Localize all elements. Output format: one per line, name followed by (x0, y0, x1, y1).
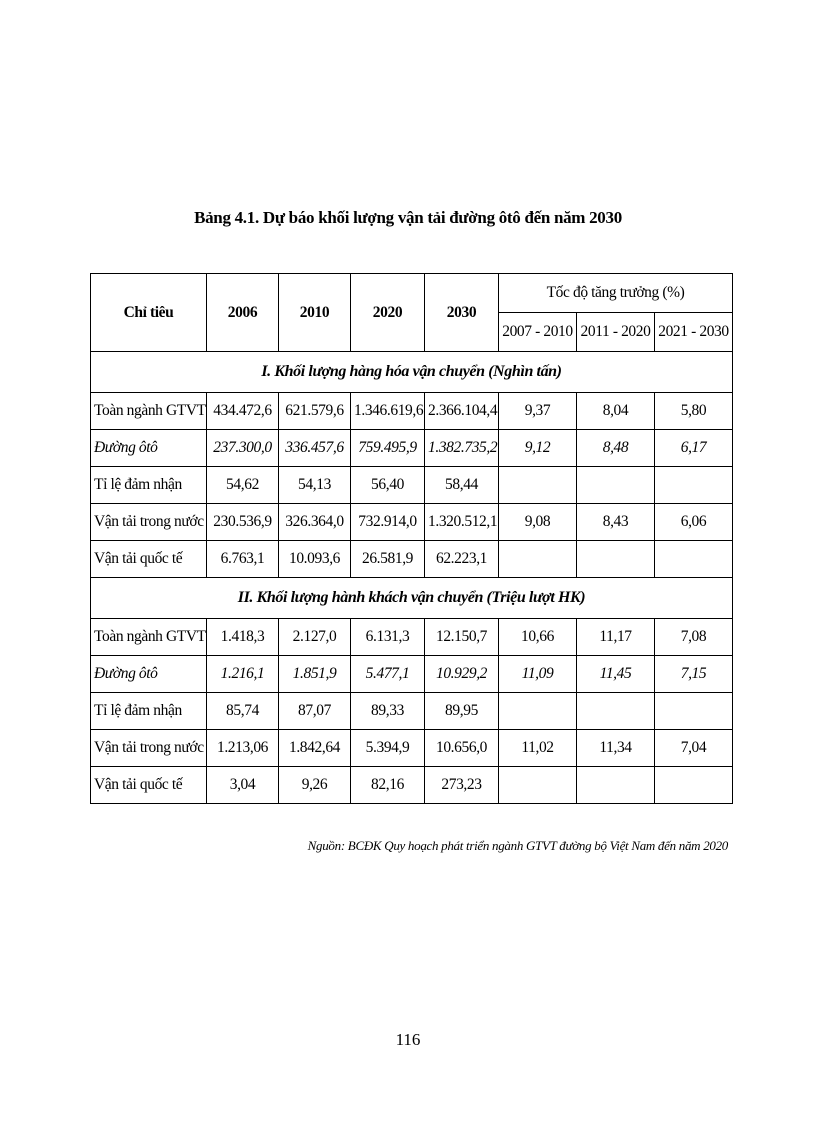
cell: 11,45 (577, 656, 655, 693)
cell: 8,48 (577, 430, 655, 467)
row-label: Vận tải trong nước (91, 730, 207, 767)
cell: 1.842,64 (279, 730, 351, 767)
cell: 87,07 (279, 693, 351, 730)
cell (655, 541, 733, 578)
row-label: Toàn ngành GTVT (91, 619, 207, 656)
cell: 336.457,6 (279, 430, 351, 467)
row-label: Tỉ lệ đảm nhận (91, 693, 207, 730)
header-year-2010: 2010 (279, 274, 351, 352)
cell: 10,66 (499, 619, 577, 656)
table-row (91, 541, 733, 578)
table-row (91, 619, 733, 656)
cell (577, 541, 655, 578)
cell (655, 467, 733, 504)
row-label: Toàn ngành GTVT (91, 393, 207, 430)
cell: 326.364,0 (279, 504, 351, 541)
cell: 89,33 (351, 693, 425, 730)
cell: 5,80 (655, 393, 733, 430)
source-note: Nguồn: BCĐK Quy hoạch phát triển ngành GTVT đường bộ Việt Nam đến năm 2020 (307, 838, 728, 853)
table-row (91, 693, 733, 730)
cell: 11,17 (577, 619, 655, 656)
cell: 10.656,0 (425, 730, 499, 767)
section-2-title: II. Khối lượng hành khách vận chuyển (Triệu lượt HK) (91, 578, 733, 619)
cell: 621.579,6 (279, 393, 351, 430)
cell: 62.223,1 (425, 541, 499, 578)
header-year-2030: 2030 (425, 274, 499, 352)
cell: 6.763,1 (207, 541, 279, 578)
cell (499, 541, 577, 578)
cell: 1.851,9 (279, 656, 351, 693)
cell: 7,08 (655, 619, 733, 656)
cell: 1.216,1 (207, 656, 279, 693)
cell: 89,95 (425, 693, 499, 730)
cell: 6,06 (655, 504, 733, 541)
table-row (91, 730, 733, 767)
header-year-2020: 2020 (351, 274, 425, 352)
row-label: Đường ôtô (91, 656, 207, 693)
table-row (91, 656, 733, 693)
cell: 8,43 (577, 504, 655, 541)
cell: 1.213,06 (207, 730, 279, 767)
cell: 732.914,0 (351, 504, 425, 541)
cell: 1.382.735,2 (425, 430, 499, 467)
page-number: 116 (395, 1030, 421, 1049)
table-row (91, 393, 733, 430)
cell: 237.300,0 (207, 430, 279, 467)
cell (577, 467, 655, 504)
cell: 1.346.619,6 (351, 393, 425, 430)
row-label: Tỉ lệ đảm nhận (91, 467, 207, 504)
cell: 11,09 (499, 656, 577, 693)
cell: 7,04 (655, 730, 733, 767)
table-row (91, 467, 733, 504)
cell: 9,12 (499, 430, 577, 467)
cell: 12.150,7 (425, 619, 499, 656)
table-title: Bảng 4.1. Dự báo khối lượng vận tải đường ôtô đến năm 2030 (194, 208, 622, 227)
cell (577, 693, 655, 730)
section-1-header (91, 352, 733, 393)
section-1-title: I. Khối lượng hàng hóa vận chuyển (Nghìn tấn) (91, 352, 733, 393)
cell: 434.472,6 (207, 393, 279, 430)
cell (577, 767, 655, 804)
cell: 10.093,6 (279, 541, 351, 578)
cell (499, 767, 577, 804)
cell: 3,04 (207, 767, 279, 804)
header-growth: Tốc độ tăng trưởng (%) (499, 274, 733, 313)
cell: 9,26 (279, 767, 351, 804)
row-label: Vận tải quốc tế (91, 767, 207, 804)
header-row-1 (91, 274, 733, 313)
forecast-table (90, 273, 733, 804)
cell: 26.581,9 (351, 541, 425, 578)
cell: 56,40 (351, 467, 425, 504)
cell: 2.127,0 (279, 619, 351, 656)
cell: 7,15 (655, 656, 733, 693)
cell: 273,23 (425, 767, 499, 804)
cell: 6,17 (655, 430, 733, 467)
cell: 85,74 (207, 693, 279, 730)
header-year-2006: 2006 (207, 274, 279, 352)
cell (499, 467, 577, 504)
table-row (91, 430, 733, 467)
header-period-2: 2011 - 2020 (577, 313, 655, 352)
cell (655, 767, 733, 804)
header-period-3: 2021 - 2030 (655, 313, 733, 352)
section-2-header (91, 578, 733, 619)
cell: 11,02 (499, 730, 577, 767)
cell: 10.929,2 (425, 656, 499, 693)
header-period-1: 2007 - 2010 (499, 313, 577, 352)
cell: 2.366.104,4 (425, 393, 499, 430)
cell: 8,04 (577, 393, 655, 430)
header-indicator: Chỉ tiêu (91, 274, 207, 352)
row-label: Đường ôtô (91, 430, 207, 467)
cell: 6.131,3 (351, 619, 425, 656)
cell: 54,13 (279, 467, 351, 504)
cell: 230.536,9 (207, 504, 279, 541)
cell: 54,62 (207, 467, 279, 504)
cell: 5.477,1 (351, 656, 425, 693)
cell: 5.394,9 (351, 730, 425, 767)
row-label: Vận tải trong nước (91, 504, 207, 541)
table-row (91, 767, 733, 804)
cell: 1.320.512,1 (425, 504, 499, 541)
cell: 82,16 (351, 767, 425, 804)
cell: 9,37 (499, 393, 577, 430)
table-row (91, 504, 733, 541)
cell (655, 693, 733, 730)
cell: 759.495,9 (351, 430, 425, 467)
cell: 58,44 (425, 467, 499, 504)
cell: 11,34 (577, 730, 655, 767)
cell: 1.418,3 (207, 619, 279, 656)
cell: 9,08 (499, 504, 577, 541)
row-label: Vận tải quốc tế (91, 541, 207, 578)
cell (499, 693, 577, 730)
